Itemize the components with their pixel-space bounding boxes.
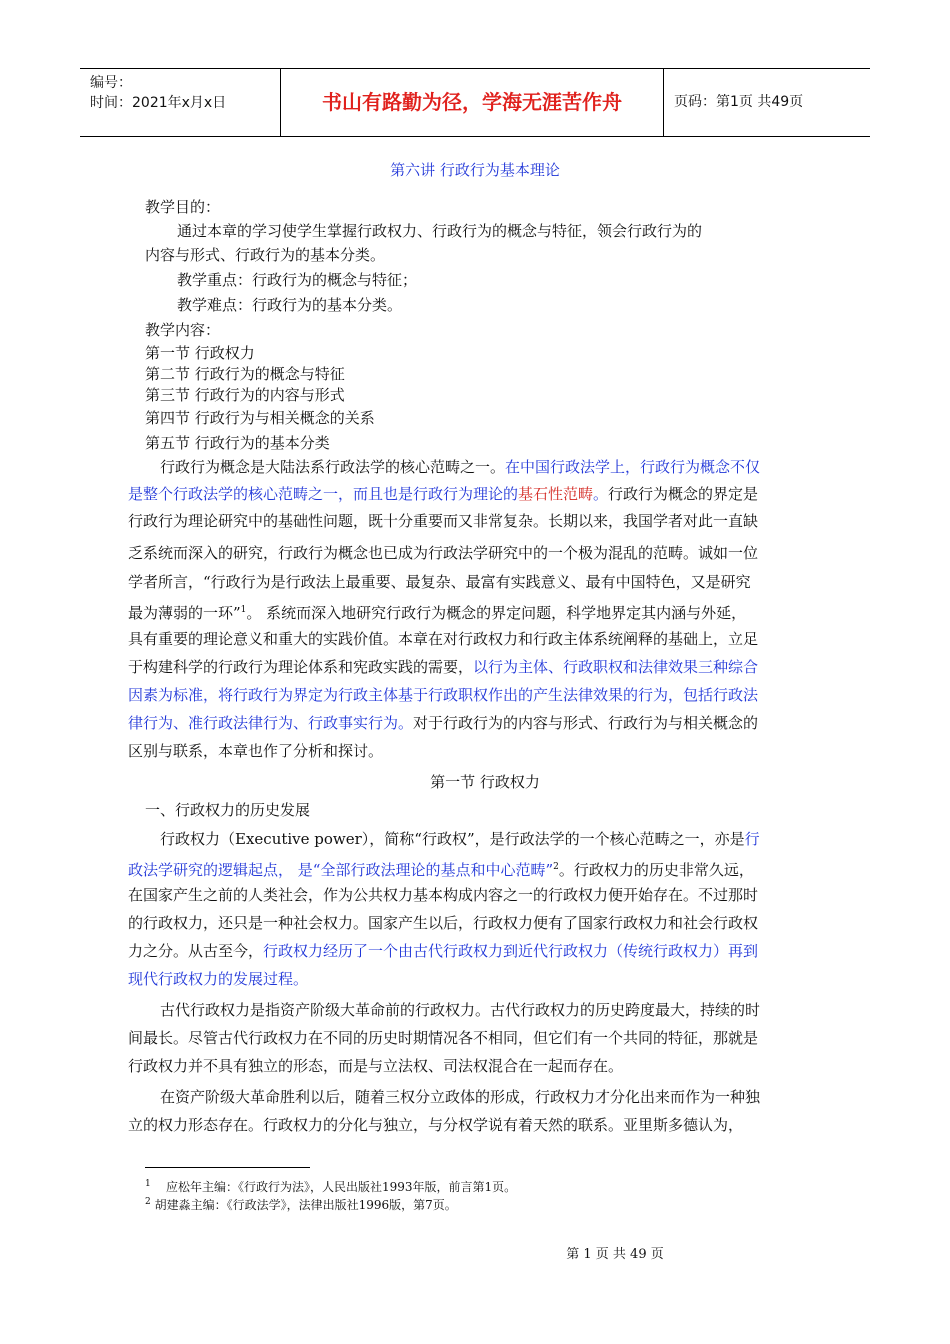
intro-line: 学者所言，“行政行为是行政法上最重要、最复杂、最富有实践意义、最有中国特色，又是研究	[128, 573, 751, 591]
section-item: 第三节 行政行为的内容与形式	[145, 386, 345, 404]
footnote-ref: 1	[240, 605, 247, 615]
intro-line: 具有重要的理论意义和重大的实践价值。本章在对行政权力和行政主体系统阐释的基础上，立足	[128, 630, 759, 648]
intro-line: 因素为标准，将行政行为界定为行政主体基于行政职权作出的产生法律效果的行为，包括行政法	[128, 686, 759, 704]
goals-line-1: 通过本章的学习使学生掌握行政权力、行政行为的概念与特征，领会行政行为的	[177, 222, 703, 240]
goals-line-2: 内容与形式、行政行为的基本分类。	[145, 246, 386, 264]
page-footer: 第 1 页 共 49 页	[566, 1247, 664, 1262]
para-line: 力之分。从古至今，行政权力经历了一个由古代行政权力到近代行政权力（传统行政权力）再到	[128, 942, 759, 960]
para-line: 古代行政权力是指资产阶级大革命前的行政权力。古代行政权力的历史跨度最大，持续的时	[160, 1001, 761, 1019]
section-item: 第一节 行政权力	[145, 344, 255, 362]
intro-line: 于构建科学的行政行为理论体系和宪政实践的需要，以行为主体、行政职权和法律效果三种综合	[128, 658, 759, 676]
code-label: 编号：	[90, 75, 132, 91]
para-line: 在国家产生之前的人类社会，作为公共权力基本构成内容之一的行政权力便开始存在。不过那时	[128, 886, 759, 904]
header-motto: 书山有路勤为径，学海无涯苦作舟	[280, 69, 664, 136]
teaching-difficulty: 教学难点：行政行为的基本分类。	[177, 296, 403, 314]
para-line: 在资产阶级大革命胜利以后，随着三权分立政体的形成，行政权力才分化出来而作为一种独	[160, 1088, 761, 1106]
para-line: 行政权力（Executive power），简称“行政权”，是行政法学的一个核心范畴之一，亦是行	[160, 830, 760, 848]
para-line: 间最长。尽管古代行政权力在不同的历史时期情况各不相同，但它们有一个共同的特征，那就是	[128, 1029, 759, 1047]
footnote: $^2$ 胡建淼主编：《行政法学》，法律出版社1996版，第7页。	[145, 1197, 457, 1212]
section-title: 第一节 行政权力	[430, 773, 540, 791]
section-item: 第五节 行政行为的基本分类	[145, 434, 330, 452]
header-meta	[80, 69, 280, 136]
para-line: 的行政权力，还只是一种社会权力。国家产生以后，行政权力便有了国家行政权力和社会行政权	[128, 914, 759, 932]
goals-label: 教学目的：	[145, 198, 221, 216]
document-header	[80, 68, 870, 137]
para-line: 政法学研究的逻辑起点， 是“全部行政法理论的基点和中心范畴”$^2$。行政权力的历史非常久远，	[128, 861, 754, 879]
footnote: $^1$ 应松年主编：《行政行为法》，人民出版社1993年版，前言第1页。	[145, 1179, 517, 1194]
footnote-ref: 2	[553, 862, 559, 872]
intro-line: 律行为、准行政法律行为、行政事实行为。对于行政行为的内容与形式、行政行为与相关概念的	[128, 714, 759, 732]
lecture-title: 第六讲 行政行为基本理论	[390, 161, 560, 179]
footnote-separator	[145, 1167, 310, 1168]
para-line: 现代行政权力的发展过程。	[128, 970, 309, 988]
intro-line: 区别与联系，本章也作了分析和探讨。	[128, 742, 384, 760]
intro-line: 乏系统而深入的研究，行政行为概念也已成为行政法学研究中的一个极为混乱的范畴。诚如一位	[128, 544, 759, 562]
subsection-title: 一、行政权力的历史发展	[145, 801, 311, 819]
para-line: 立的权力形态存在。行政权力的分化与独立，与分权学说有着天然的联系。亚里斯多德认为，	[128, 1116, 744, 1134]
date-label: 时间：2021年x月x日	[90, 95, 227, 111]
intro-line: 行政行为概念是大陆法系行政法学的核心范畴之一。在中国行政法学上，行政行为概念不仅	[160, 458, 761, 476]
intro-line: 是整个行政法学的核心范畴之一，而且也是行政行为理论的基石性范畴。行政行为概念的界定是	[128, 485, 759, 503]
header-page-info: 页码：第1页 共49页	[674, 94, 804, 110]
intro-line: 行政行为理论研究中的基础性问题，既十分重要而又非常复杂。长期以来，我国学者对此一直缺	[128, 512, 759, 530]
teaching-focus: 教学重点：行政行为的概念与特征；	[177, 271, 418, 289]
intro-line: 最为薄弱的一环”$^1$。 系统而深入地研究行政行为概念的界定问题，科学地界定其内涵与外延，	[128, 604, 747, 622]
para-line: 行政权力并不具有独立的形态，而是与立法权、司法权混合在一起而存在。	[128, 1057, 624, 1075]
section-item: 第二节 行政行为的概念与特征	[145, 365, 345, 383]
content-label: 教学内容：	[145, 321, 221, 339]
section-item: 第四节 行政行为与相关概念的关系	[145, 409, 375, 427]
